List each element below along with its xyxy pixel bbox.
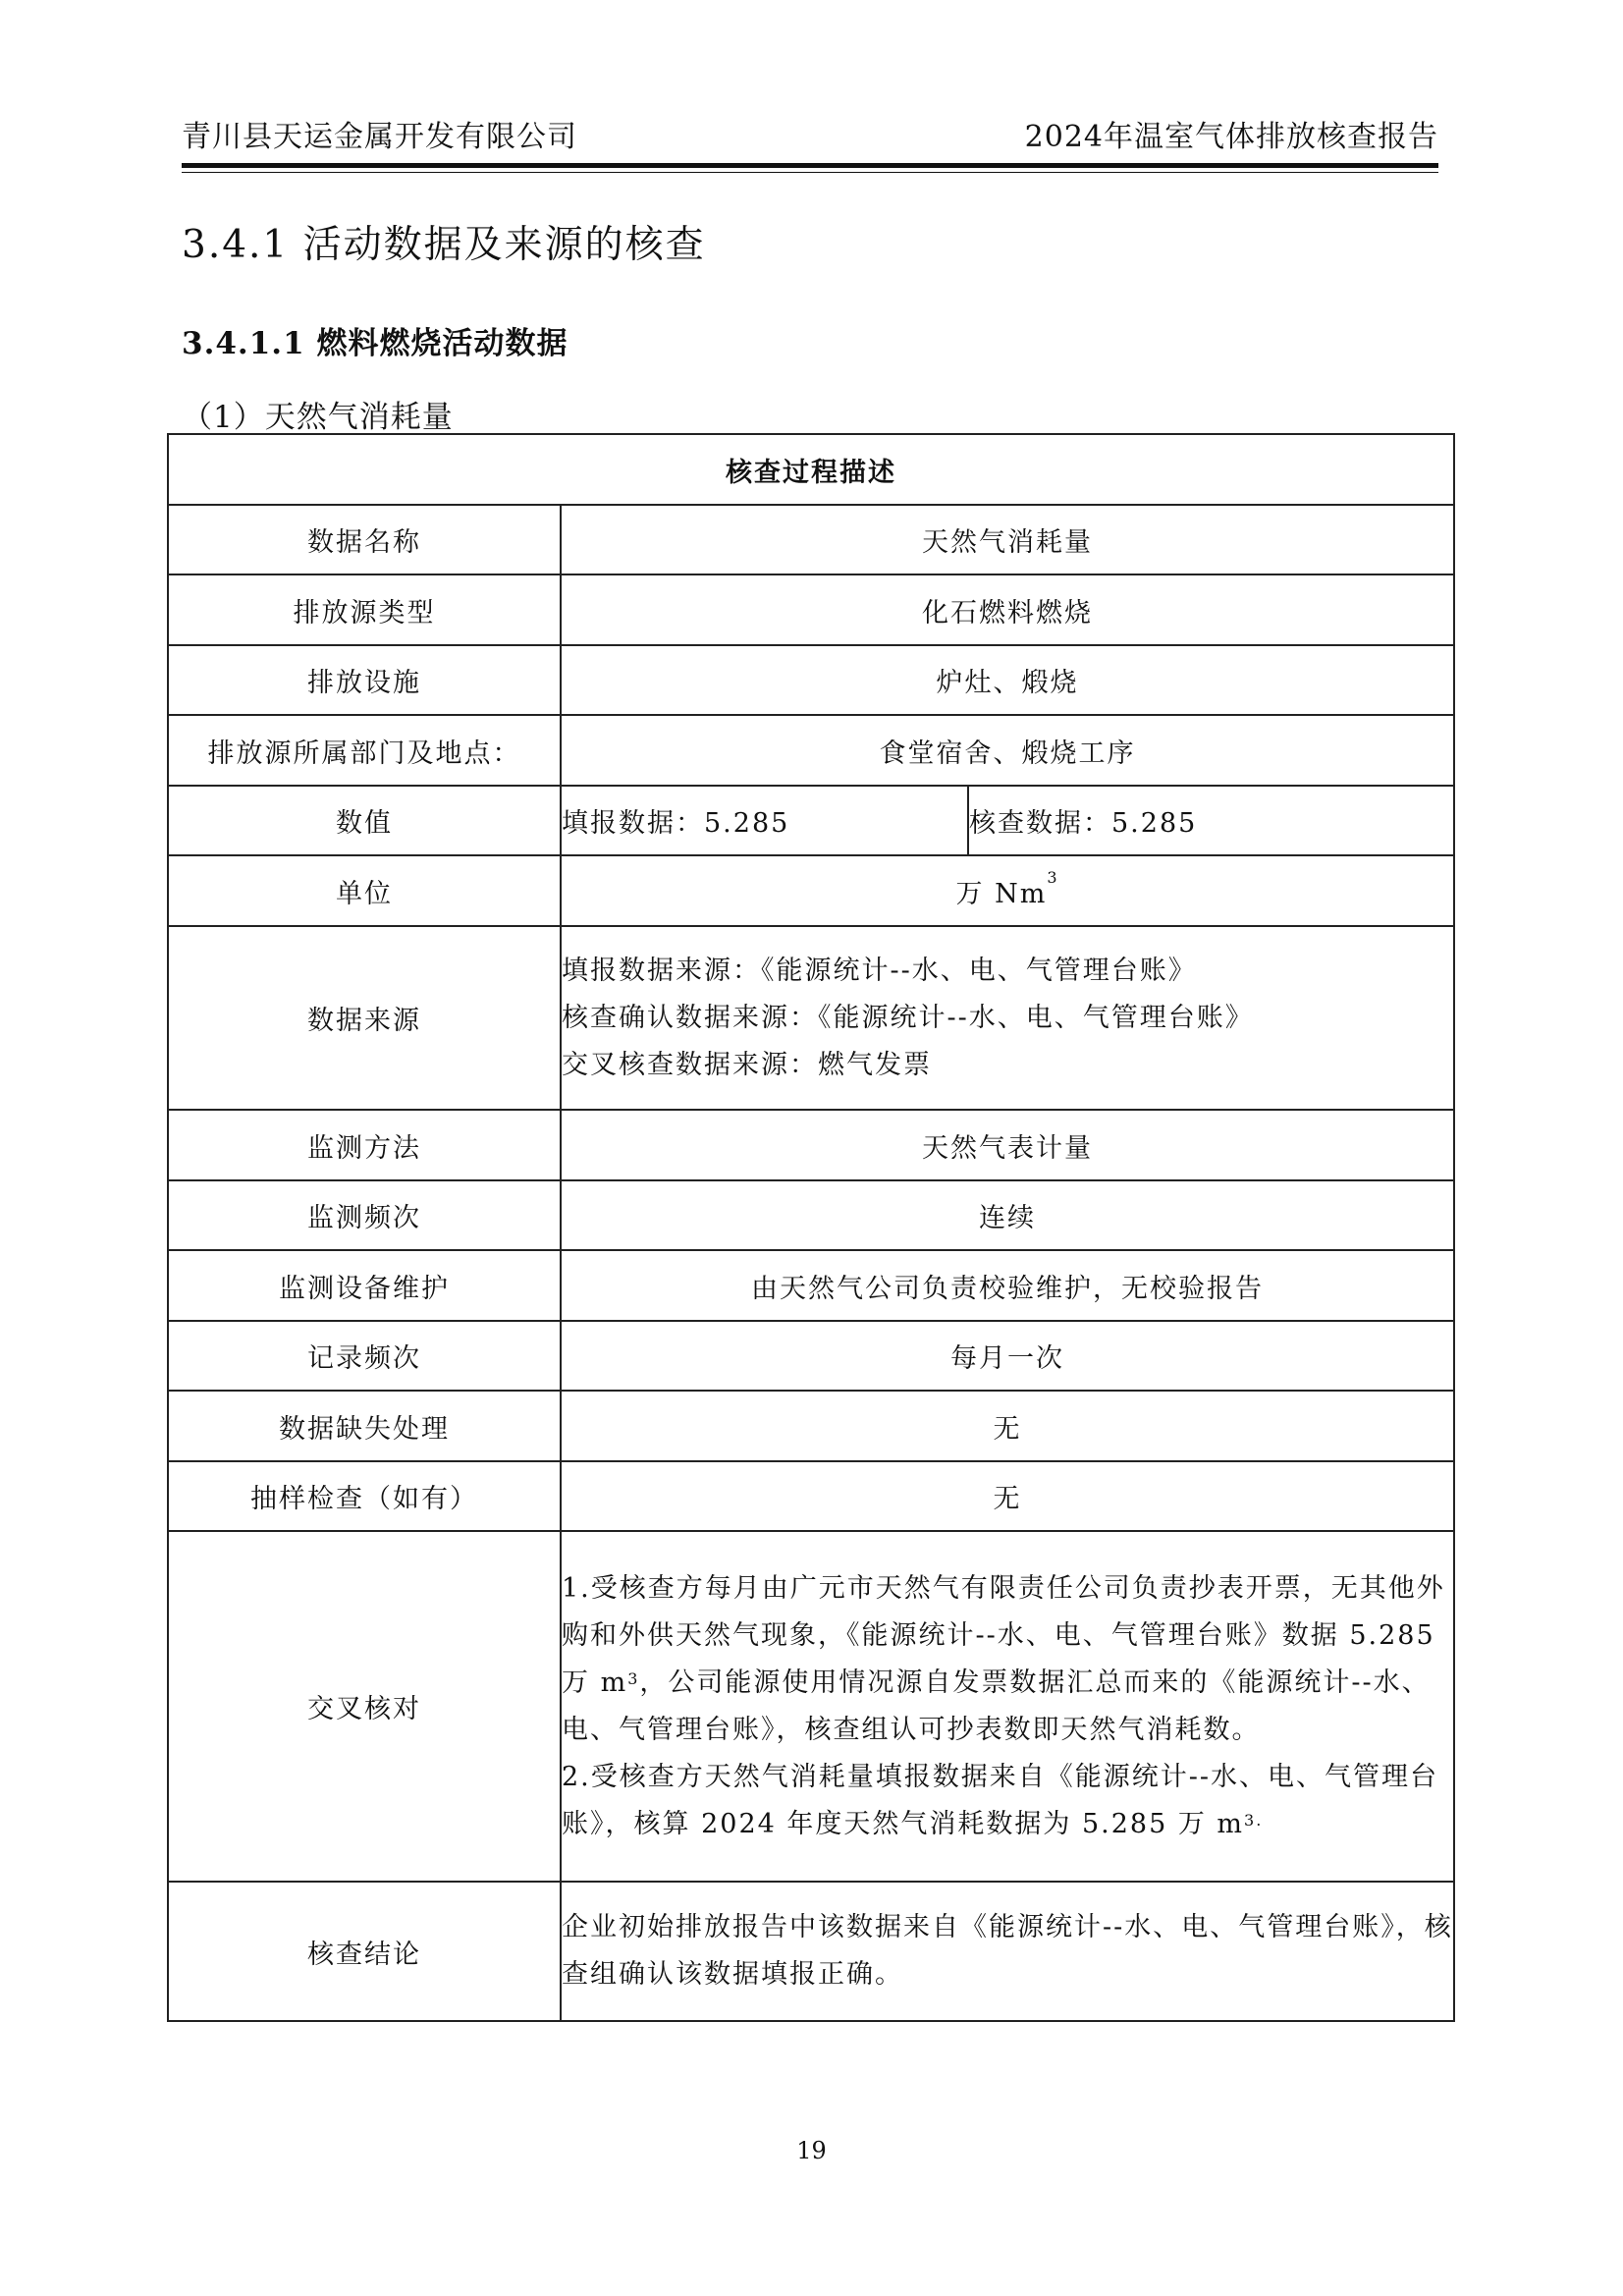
- table-title: 核查过程描述: [168, 434, 1454, 505]
- row-label-department: 排放源所属部门及地点：: [168, 715, 561, 786]
- item-title: （1）天然气消耗量: [182, 400, 454, 435]
- table-row: [168, 786, 1454, 855]
- verification-table: [167, 433, 1455, 2022]
- table-row: [168, 855, 1454, 926]
- table-row: [168, 1250, 1454, 1321]
- unit-text: 万 Nm: [955, 878, 1048, 909]
- subsection-title: 3.4.1.1 燃料燃烧活动数据: [182, 326, 568, 361]
- table-row: [168, 1461, 1454, 1531]
- page-header: [182, 116, 1438, 155]
- table-row: [168, 645, 1454, 715]
- row-label-missing-data: 数据缺失处理: [168, 1391, 561, 1461]
- table-row: [168, 926, 1454, 1110]
- row-label-facility: 排放设施: [168, 645, 561, 715]
- row-value-department: 食堂宿舍、煅烧工序: [561, 715, 1454, 786]
- row-value-sampling: 无: [561, 1461, 1454, 1531]
- header-rule-thin: [182, 172, 1438, 173]
- row-label-value: 数值: [168, 786, 561, 855]
- row-value-facility: 炉灶、煅烧: [561, 645, 1454, 715]
- row-value-conclusion: 企业初始排放报告中该数据来自《能源统计--水、电、气管理台账》，核查组确认该数据填报正确。: [561, 1882, 1454, 2021]
- row-label-sampling: 抽样检查（如有）: [168, 1461, 561, 1531]
- cross-check-paragraph-2: 2.受核查方天然气消耗量填报数据来自《能源统计--水、电、气管理台账》，核算 2024 年度天然气消耗数据为 5.285 万 $m^{3.}$: [562, 1761, 1439, 1839]
- row-value-source-type: 化石燃料燃烧: [561, 574, 1454, 645]
- row-label-frequency: 监测频次: [168, 1180, 561, 1250]
- table-row: [168, 1531, 1454, 1882]
- header-report-title: 2024年温室气体排放核查报告: [1024, 120, 1438, 154]
- row-label-data-source: 数据来源: [168, 926, 561, 1110]
- table-title-row: [168, 434, 1454, 505]
- header-rule-thick: [182, 163, 1438, 168]
- cross-check-paragraph-1: 1.受核查方每月由广元市天然气有限责任公司负责抄表开票，无其他外购和外供天然气现象，《能源统计--水、电、气管理台账》数据 5.285 万 $m^3$，公司能源使用情况源自发票数据汇总而来的《能源统计--水、电、气管理台账》，核查组认可抄表数即天然气消耗数。: [562, 1572, 1445, 1745]
- row-label-source-type: 排放源类型: [168, 574, 561, 645]
- row-value-frequency: 连续: [561, 1180, 1454, 1250]
- data-source-line: 填报数据来源：《能源统计--水、电、气管理台账》: [562, 955, 1197, 986]
- row-value-data-name: 天然气消耗量: [561, 505, 1454, 574]
- row-label-conclusion: 核查结论: [168, 1882, 561, 2021]
- data-source-line: 核查确认数据来源：《能源统计--水、电、气管理台账》: [562, 1002, 1254, 1033]
- row-label-data-name: 数据名称: [168, 505, 561, 574]
- section-title: 3.4.1 活动数据及来源的核查: [182, 223, 706, 267]
- row-label-cross-check: 交叉核对: [168, 1531, 561, 1882]
- row-label-method: 监测方法: [168, 1110, 561, 1180]
- table-row: [168, 574, 1454, 645]
- table-row: [168, 505, 1454, 574]
- row-value-method: 天然气表计量: [561, 1110, 1454, 1180]
- row-label-record-frequency: 记录频次: [168, 1321, 561, 1391]
- row-label-maintenance: 监测设备维护: [168, 1250, 561, 1321]
- table-row: [168, 715, 1454, 786]
- row-value-missing-data: 无: [561, 1391, 1454, 1461]
- table-row: [168, 1391, 1454, 1461]
- reported-value: 填报数据：5.285: [561, 786, 968, 855]
- row-value-maintenance: 由天然气公司负责校验维护，无校验报告: [561, 1250, 1454, 1321]
- row-label-unit: 单位: [168, 855, 561, 926]
- table-row: [168, 1180, 1454, 1250]
- table-row: [168, 1110, 1454, 1180]
- header-company: 青川县天运金属开发有限公司: [182, 120, 577, 154]
- verified-value: 核查数据：5.285: [968, 786, 1454, 855]
- data-source-line: 交叉核查数据来源：燃气发票: [562, 1049, 932, 1080]
- row-value-unit: [561, 855, 1454, 926]
- row-value-record-frequency: 每月一次: [561, 1321, 1454, 1391]
- row-value-cross-check: [561, 1531, 1454, 1882]
- table-row: [168, 1882, 1454, 2021]
- page-number: 19: [796, 2137, 827, 2164]
- row-value-data-source: [561, 926, 1454, 1110]
- unit-superscript: 3: [1047, 867, 1059, 887]
- table-row: [168, 1321, 1454, 1391]
